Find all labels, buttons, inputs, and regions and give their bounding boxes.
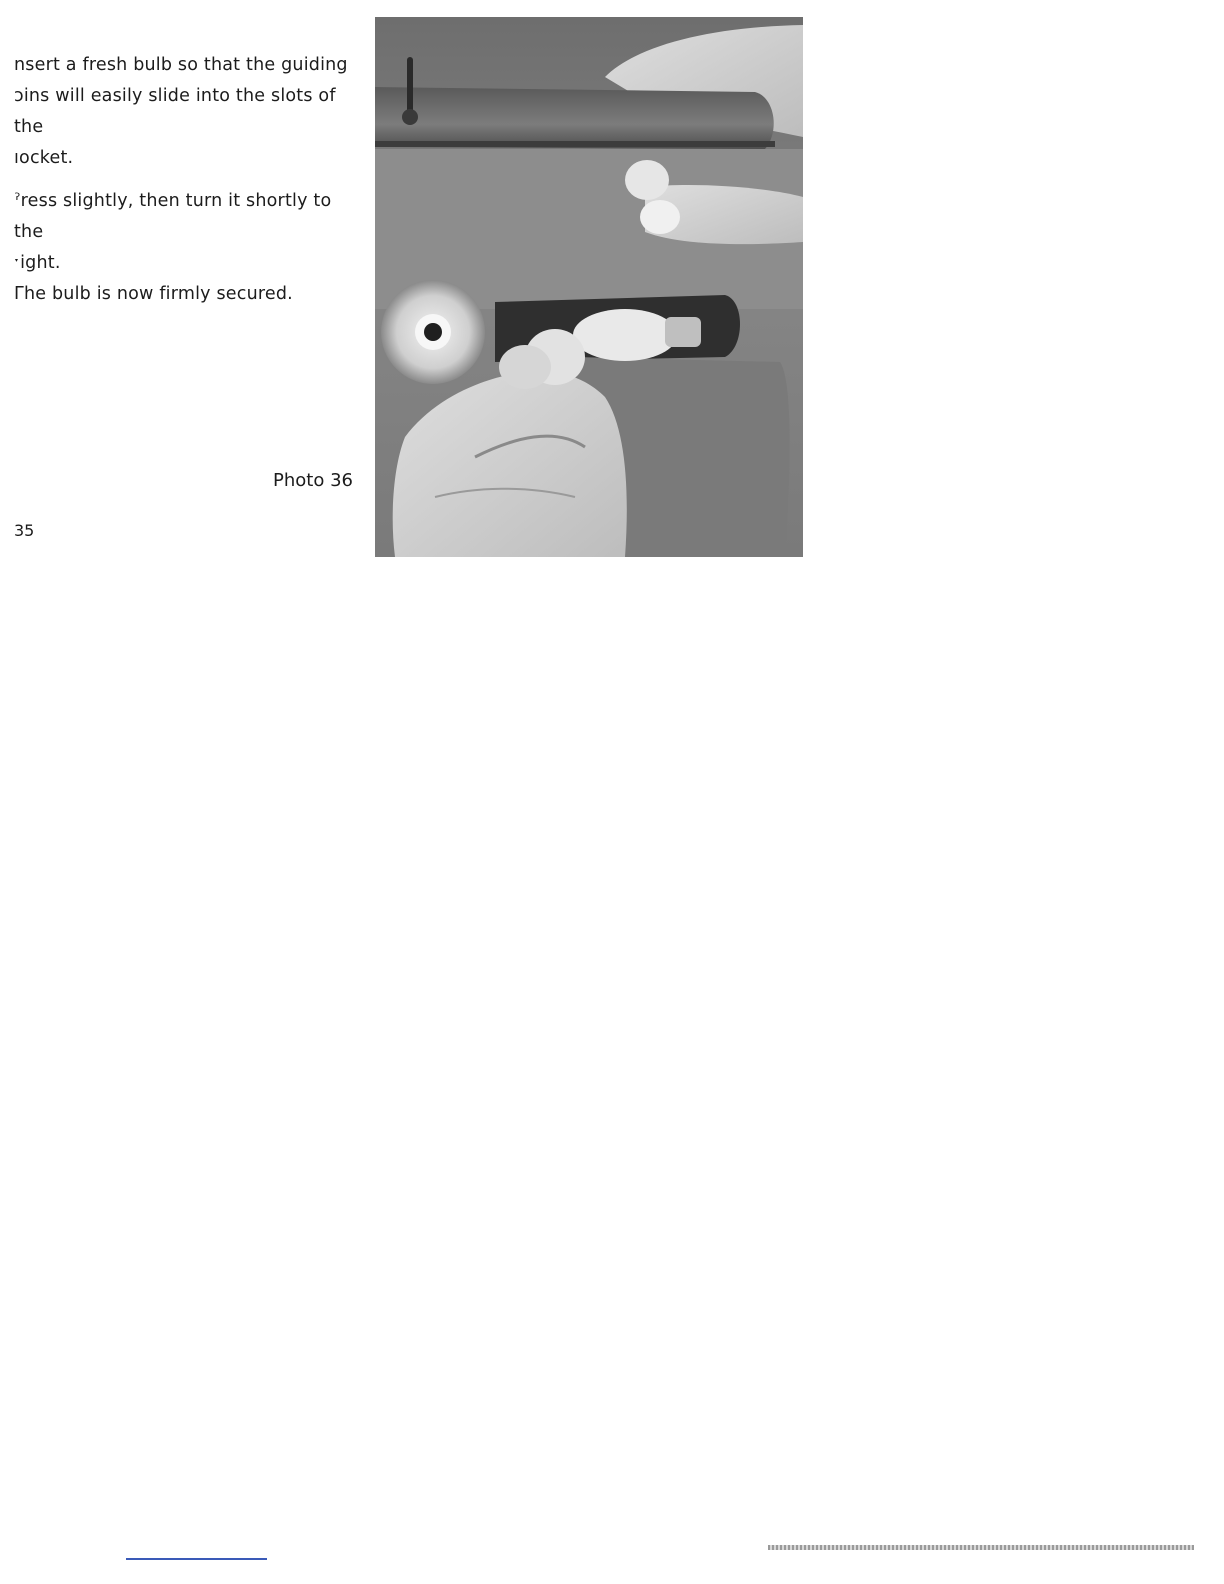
instruction-paragraph-insert-bulb: nsert a fresh bulb so that the guiding ɔins will easily slide into the slots of the ıocket. — [14, 55, 348, 168]
photo-bulb-installation — [375, 17, 803, 557]
photo-illustration — [375, 17, 803, 557]
instruction-paragraph-press-turn: ˀress slightly, then turn it shortly to the ˑight. — [14, 191, 332, 273]
page-number: 35 — [14, 521, 35, 540]
photo-caption: Photo 36 — [273, 470, 353, 491]
footer-rule-right — [768, 1545, 1194, 1550]
footer-rule-left — [126, 1558, 267, 1560]
instruction-paragraph-secured: Γhe bulb is now firmly secured. — [14, 284, 293, 304]
instruction-text — [14, 50, 354, 322]
